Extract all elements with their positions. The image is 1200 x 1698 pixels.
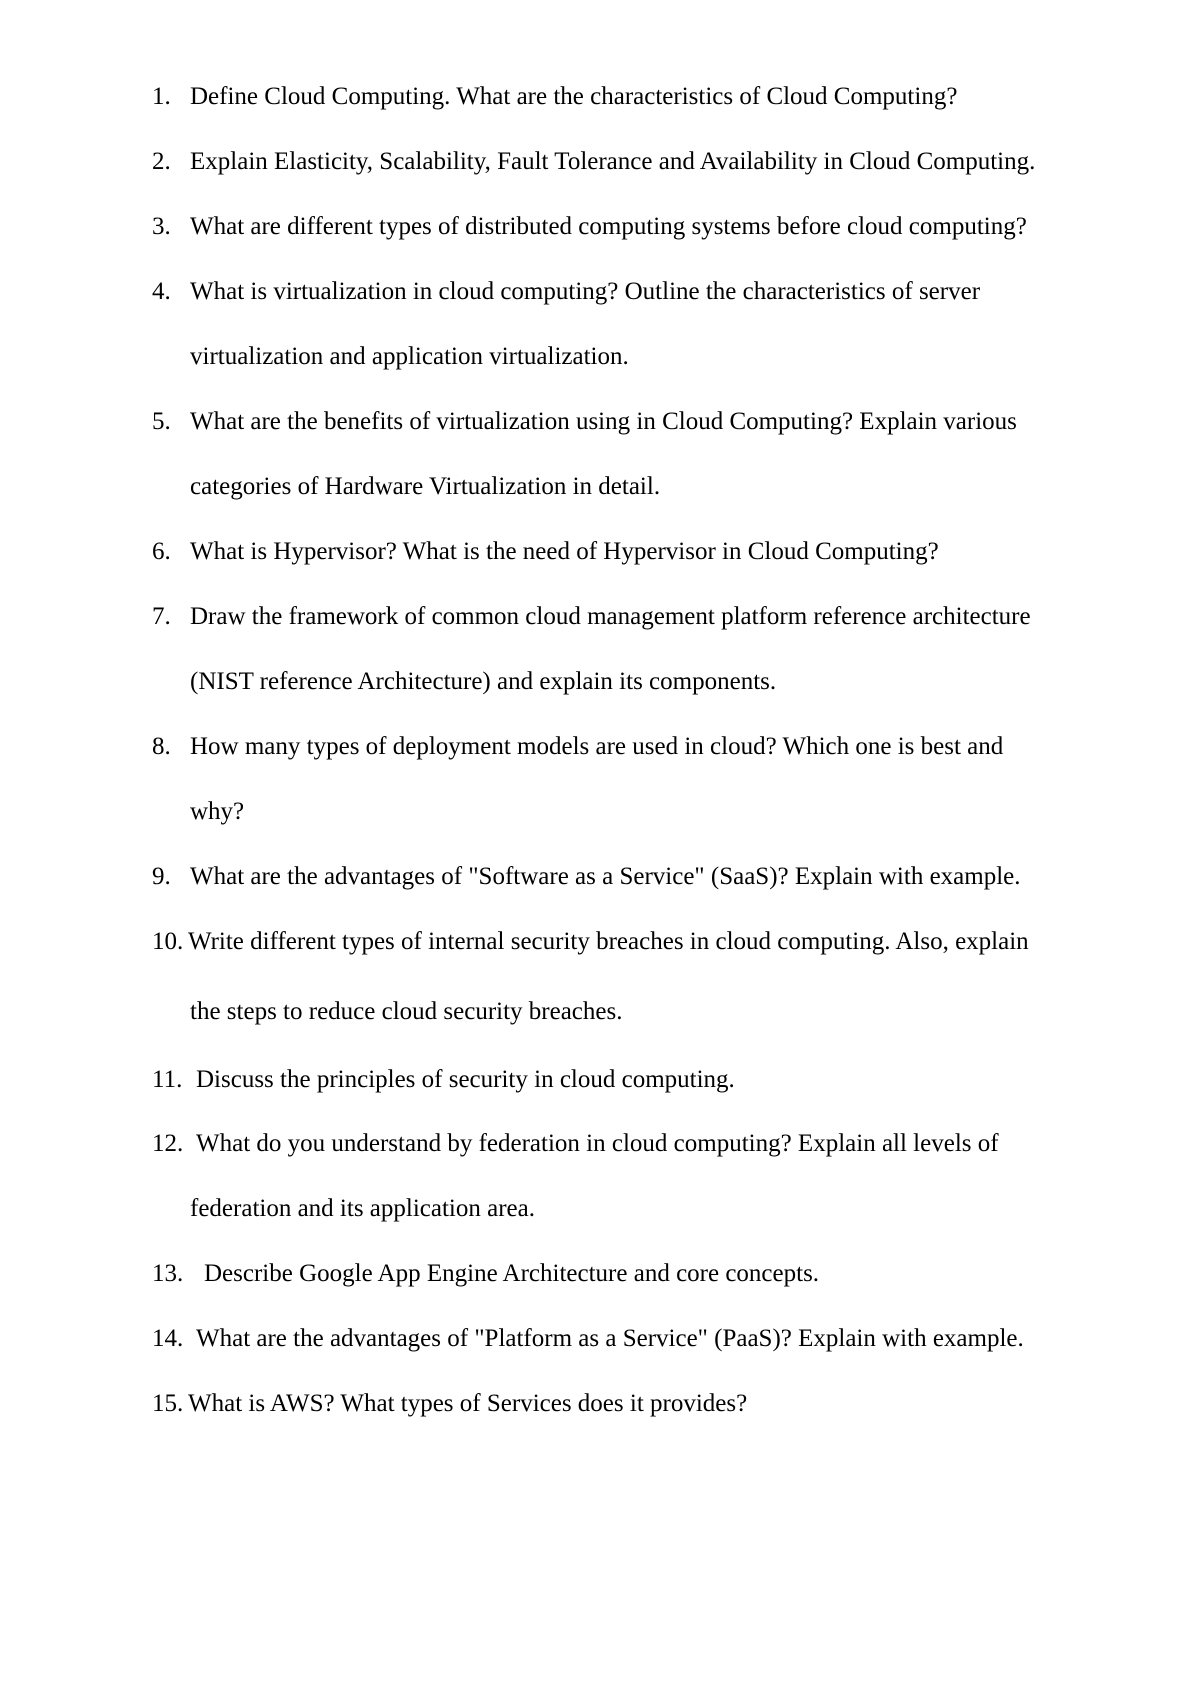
question-text: What is virtualization in cloud computing? Outline the characteristics of server xyxy=(190,278,981,305)
question-number: 8. xyxy=(152,733,171,760)
question-number: 2. xyxy=(152,148,171,175)
question-number: 7. xyxy=(152,603,171,630)
question-number: 12. xyxy=(152,1130,184,1157)
question-text: What are the advantages of "Software as a Service" (SaaS)? Explain with example. xyxy=(190,863,1021,890)
question-text-continued: virtualization and application virtualization. xyxy=(190,343,629,370)
question-text: What is AWS? What types of Services does it provides? xyxy=(188,1390,748,1417)
question-number: 5. xyxy=(152,408,171,435)
question-text: What are the advantages of "Platform as a Service" (PaaS)? Explain with example. xyxy=(196,1325,1024,1352)
question-number: 14. xyxy=(152,1325,184,1352)
question-text: What is Hypervisor? What is the need of Hypervisor in Cloud Computing? xyxy=(190,538,939,565)
question-number: 6. xyxy=(152,538,171,565)
question-text: Write different types of internal security breaches in cloud computing. Also, explain xyxy=(188,928,1029,955)
question-text: Explain Elasticity, Scalability, Fault Tolerance and Availability in Cloud Computing. xyxy=(190,148,1036,175)
question-text-continued: the steps to reduce cloud security breaches. xyxy=(190,998,623,1025)
question-number: 13. xyxy=(152,1260,184,1287)
question-text: What do you understand by federation in cloud computing? Explain all levels of xyxy=(196,1130,999,1157)
question-text-continued: categories of Hardware Virtualization in detail. xyxy=(190,473,661,500)
question-text: Discuss the principles of security in cloud computing. xyxy=(196,1066,735,1093)
question-number: 4. xyxy=(152,278,171,305)
question-text: How many types of deployment models are used in cloud? Which one is best and xyxy=(190,733,1004,760)
question-text: Describe Google App Engine Architecture and core concepts. xyxy=(204,1260,820,1287)
question-number: 15. xyxy=(152,1390,184,1417)
question-number: 3. xyxy=(152,213,171,240)
question-number: 9. xyxy=(152,863,171,890)
question-text: Define Cloud Computing. What are the characteristics of Cloud Computing? xyxy=(190,83,958,110)
question-text-continued: federation and its application area. xyxy=(190,1195,535,1222)
question-text: Draw the framework of common cloud management platform reference architecture xyxy=(190,603,1031,630)
question-number: 11. xyxy=(152,1066,183,1093)
question-number: 10. xyxy=(152,928,184,955)
question-text-continued: why? xyxy=(190,798,245,825)
question-text: What are different types of distributed computing systems before cloud computing? xyxy=(190,213,1027,240)
question-text: What are the benefits of virtualization using in Cloud Computing? Explain various xyxy=(190,408,1017,435)
question-number: 1. xyxy=(152,83,171,110)
question-text-continued: (NIST reference Architecture) and explain its components. xyxy=(190,668,777,695)
